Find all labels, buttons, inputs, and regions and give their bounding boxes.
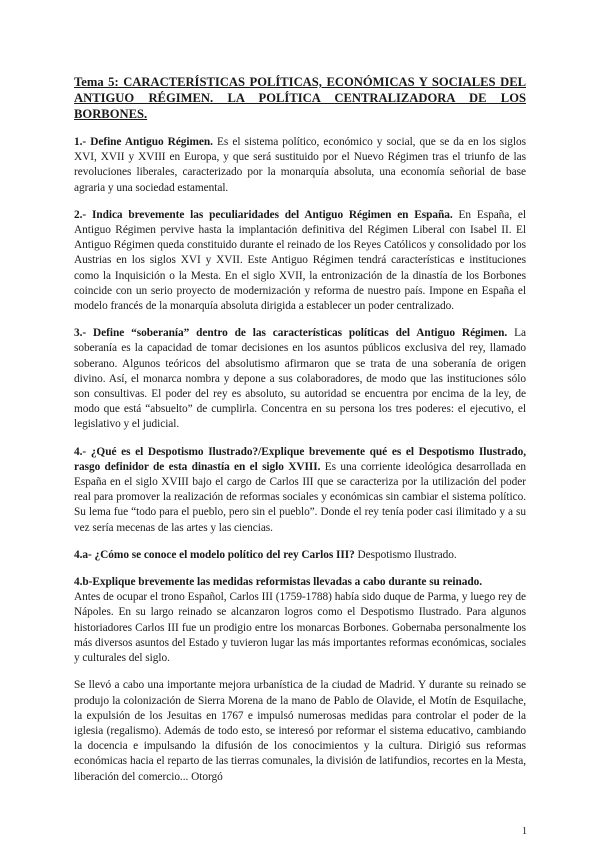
section-4b xyxy=(74,575,526,666)
section-1 xyxy=(74,135,526,196)
page-number: 1 xyxy=(522,826,527,837)
section-heading: 2.- Indica brevemente las peculiaridades del Antiguo Régimen en España. xyxy=(74,208,453,221)
section-heading: 3.- Define “soberanía” dentro de las características políticas del Antiguo Régimen. xyxy=(74,327,508,340)
section-heading: 4.- ¿Qué es el Despotismo Ilustrado?/Explique brevemente qué es el Despotismo Ilustrado, rasgo definidor de esta dinastía en el siglo XVIII. xyxy=(74,445,526,473)
section-body: En España, el Antiguo Régimen pervive hasta la implantación definitiva del Régimen Liberal con Isabel II. El Antiguo Régimen queda constituido durante el reinado de los Reyes Católicos y consolidado por los Austrias en los siglos XVI y XVII. Este Antiguo Régimen tendrá características e instituciones como la Inquisición o la Mesta. En el siglo XVII, la entronización de la dinastía de los Borbones coincide con un serio proyecto de modernización y reforma de nuestro país. Impone en España el modelo francés de la monarquía absoluta dirigida a establecer un poder centralizado. xyxy=(74,208,526,313)
section-4b-continued xyxy=(74,678,526,784)
section-2 xyxy=(74,208,526,314)
document-content xyxy=(74,74,526,796)
section-body: La soberanía es la capacidad de tomar decisiones en los asuntos públicos exclusiva del rey, llamado soberano. Algunos teóricos del absolutismo afirmaron que se trata de una soberanía de origen divino. Así, el monarca nombra y depone a sus colaboradores, de modo que las instituciones sólo son consultivas. El poder del rey es absoluto, su autoridad se encuentra por encima de la ley, de modo que está “absuelto” de cumplirla. Concentra en su persona los tres poderes: el ejecutivo, el legislativo y el judicial. xyxy=(74,327,526,431)
section-4a xyxy=(74,548,526,563)
section-heading: 1.- Define Antiguo Régimen. xyxy=(74,136,213,148)
document-title: Tema 5: CARACTERÍSTICAS POLÍTICAS, ECONÓMICAS Y SOCIALES DEL ANTIGUO RÉGIMEN. LA POLÍTICA CENTRALIZADORA DE LOS BORBONES. xyxy=(74,75,526,121)
section-body: Se llevó a cabo una importante mejora urbanística de la ciudad de Madrid. Y durante su reinado se produjo la colonización de Sierra Morena de la mano de Pablo de Olavide, el Motín de Esquilache, la expulsión de los Jesuitas en 1767 e impulsó numerosas medidas para controlar el poder de la iglesia (regalismo). Además de todo esto, se interesó por reformar el sistema educativo, cambiando la docencia e impulsando la difusión de los conocimientos y la cultura. Dirigió sus reformas económicas hacia el reparto de las tierras comunales, la división de latifundios, recortes en la Mesta, liberación del comercio... Otorgó xyxy=(74,679,526,783)
section-3 xyxy=(74,326,526,432)
section-heading: 4.a- ¿Cómo se conoce el modelo político del rey Carlos III? xyxy=(74,548,355,561)
section-body: Es una corriente ideológica desarrollada en España en el siglo XVIII bajo el cargo de Carlos III que se caracteriza por la utilización del poder real para promover la realización de reformas sociales y económicas sin cambiar el sistema político. Su lema fue “todo para el pueblo, pero sin el pueblo”. Donde el rey tenía poder casi ilimitado y a su vez sería mecenas de las artes y las ciencias. xyxy=(74,460,527,534)
section-heading: 4.b-Explique brevemente las medidas reformistas llevadas a cabo durante su reinado. xyxy=(74,576,483,589)
section-body: Despotismo Ilustrado. xyxy=(354,548,457,561)
section-body: Es el sistema político, económico y social, que se da en los siglos XVI, XVII y XVIII en Europa, y que será sustituido por el Nuevo Régimen tras el triunfo de las revoluciones liberales, caracterizado por la monarquía absoluta, una economía señorial de base agraria y una sociedad estamental. xyxy=(74,136,526,194)
section-body: Antes de ocupar el trono Español, Carlos III (1759-1788) había sido duque de Parma, y luego rey de Nápoles. En su largo reinado se alcanzaron logros como el Despotismo Ilustrado. Para algunos historiadores Carlos III fue un prodigio entre los monarcas Borbones. Gobernaba personalmente los más diversos asuntos del Estado y tuvieron lugar las más importantes reformas económicas, sociales y culturales del siglo. xyxy=(74,591,526,665)
section-4 xyxy=(74,445,526,536)
